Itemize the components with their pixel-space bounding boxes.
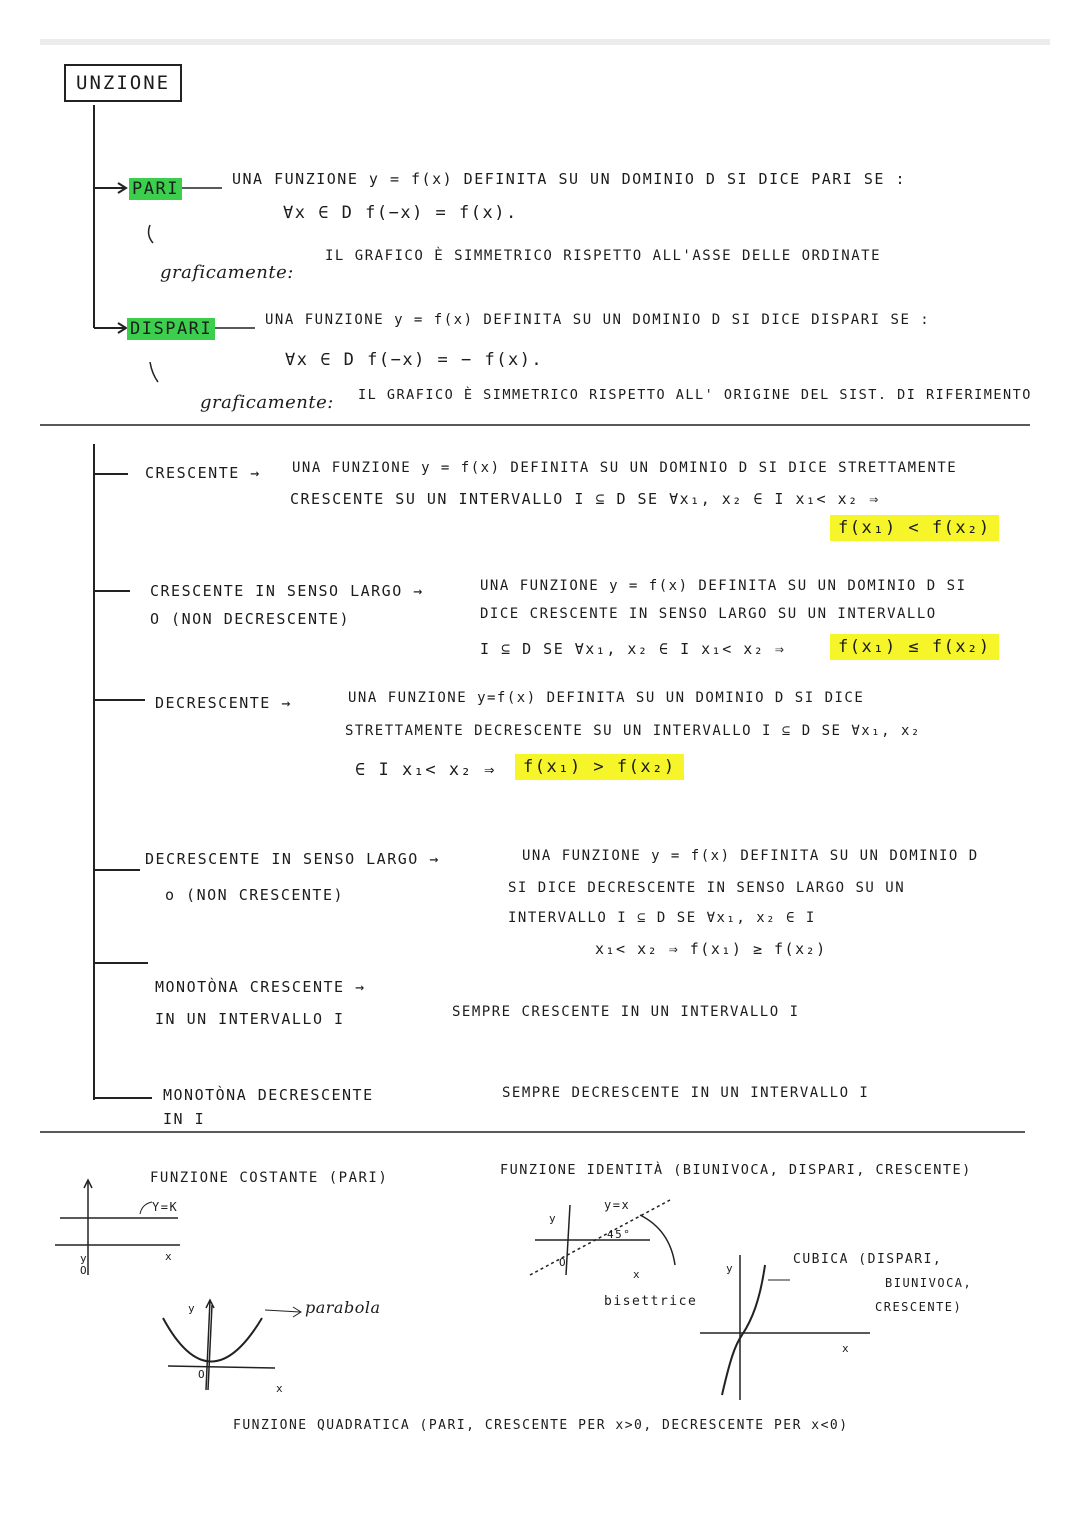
decrescente-line2: STRETTAMENTE DECRESCENTE SU UN INTERVALLO I ⊆ D SE ∀x₁, x₂: [345, 723, 921, 739]
costante-origin: O: [80, 1264, 89, 1277]
dispari-graf-word: graficamente:: [200, 392, 334, 413]
identita-axis-x: x: [633, 1268, 642, 1281]
crescente-largo-line1: UNA FUNZIONE y = f(x) DEFINITA SU UN DOMINIO D SI: [480, 578, 967, 594]
parabola-axis-y: y: [188, 1302, 197, 1315]
dispari-graf-text: IL GRAFICO È SIMMETRICO RISPETTO ALL' ORIGINE DEL SIST. DI RIFERIMENTO: [358, 387, 1032, 403]
costante-title: FUNZIONE COSTANTE (PARI): [150, 1170, 389, 1186]
decrescente-highlight: f(x₁) > f(x₂): [515, 754, 684, 780]
costante-eq: Y=K: [152, 1200, 179, 1214]
pari-def-line2: ∀x ∈ D f(−x) = f(x).: [283, 203, 518, 223]
parabola-axis-x: x: [276, 1382, 285, 1395]
dispari-def-line2: ∀x ∈ D f(−x) = − f(x).: [285, 350, 544, 370]
crescente-largo-highlight: f(x₁) ≤ f(x₂): [830, 634, 999, 660]
cubica-axis-x: x: [842, 1342, 851, 1355]
decrescente-largo-line3: INTERVALLO I ⊆ D SE ∀x₁, x₂ ∈ I: [508, 910, 816, 926]
dispari-def-line1: UNA FUNZIONE y = f(x) DEFINITA SU UN DOMINIO D SI DICE DISPARI SE :: [265, 312, 931, 328]
decrescente-line3: ∈ I x₁< x₂ ⇒: [355, 760, 496, 780]
cubica-title-3: CRESCENTE): [875, 1300, 963, 1314]
cubica-title-1: CUBICA (DISPARI,: [793, 1252, 943, 1267]
decrescente-largo-line4: x₁< x₂ ⇒ f(x₁) ≥ f(x₂): [595, 940, 827, 958]
label-non-decrescente: O (NON DECRESCENTE): [150, 610, 351, 628]
crescente-largo-line3: I ⊆ D SE ∀x₁, x₂ ∈ I x₁< x₂ ⇒: [480, 640, 786, 658]
identita-origin: O: [559, 1256, 568, 1269]
identita-angle: 45°: [607, 1228, 632, 1241]
parabola-note: parabola: [305, 1298, 381, 1317]
label-decrescente-largo: DECRESCENTE IN SENSO LARGO →: [145, 850, 440, 868]
label-decrescente: DECRESCENTE →: [155, 694, 292, 712]
cubica-title-2: BIUNIVOCA,: [885, 1276, 973, 1290]
decrescente-line1: UNA FUNZIONE y=f(x) DEFINITA SU UN DOMINIO D SI DICE: [348, 690, 865, 706]
crescente-largo-line2: DICE CRESCENTE IN SENSO LARGO SU UN INTERVALLO: [480, 606, 937, 622]
label-crescente-largo: CRESCENTE IN SENSO LARGO →: [150, 582, 424, 600]
monotona-crescente-text: SEMPRE CRESCENTE IN UN INTERVALLO I: [452, 1004, 800, 1020]
identita-eq: y=x: [604, 1198, 631, 1212]
crescente-line1: UNA FUNZIONE y = f(x) DEFINITA SU UN DOMINIO D SI DICE STRETTAMENTE: [292, 460, 958, 476]
costante-axis-y: y: [80, 1252, 89, 1265]
identita-title: FUNZIONE IDENTITÀ (BIUNIVOCA, DISPARI, CRESCENTE): [500, 1162, 972, 1178]
identita-note: bisettrice: [604, 1294, 698, 1309]
page-title: UNZIONE: [64, 64, 182, 102]
costante-axis-x: x: [165, 1250, 174, 1263]
monotona-decrescente-text: SEMPRE DECRESCENTE IN UN INTERVALLO I: [502, 1085, 870, 1101]
parabola-origin: O: [198, 1368, 207, 1381]
pari-graf-word: graficamente:: [160, 262, 294, 283]
label-monotona-crescente: MONOTÒNA CRESCENTE →: [155, 978, 366, 996]
cubica-axis-y: y: [726, 1262, 735, 1275]
label-monotona-crescente-2: IN UN INTERVALLO I: [155, 1010, 345, 1028]
decrescente-largo-line1: UNA FUNZIONE y = f(x) DEFINITA SU UN DOMINIO D: [522, 848, 979, 864]
label-monotona-decrescente-2: IN I: [163, 1110, 206, 1128]
label-crescente: CRESCENTE →: [145, 464, 261, 482]
label-pari: PARI: [129, 178, 182, 200]
pari-graf-text: IL GRAFICO È SIMMETRICO RISPETTO ALL'ASSE DELLE ORDINATE: [325, 248, 882, 264]
identita-axis-y: y: [549, 1212, 558, 1225]
crescente-line2: CRESCENTE SU UN INTERVALLO I ⊆ D SE ∀x₁, x₂ ∈ I x₁< x₂ ⇒: [290, 490, 880, 508]
label-monotona-decrescente: MONOTÒNA DECRESCENTE: [163, 1086, 374, 1104]
quadratica-title: FUNZIONE QUADRATICA (PARI, CRESCENTE PER x>0, DECRESCENTE PER x<0): [233, 1418, 849, 1433]
decrescente-largo-line2: SI DICE DECRESCENTE IN SENSO LARGO SU UN: [508, 880, 906, 896]
crescente-highlight: f(x₁) < f(x₂): [830, 515, 999, 541]
label-non-crescente: o (NON CRESCENTE): [165, 886, 345, 904]
pari-def-line1: UNA FUNZIONE y = f(x) DEFINITA SU UN DOMINIO D SI DICE PARI SE :: [232, 170, 906, 188]
label-dispari: DISPARI: [127, 318, 215, 340]
